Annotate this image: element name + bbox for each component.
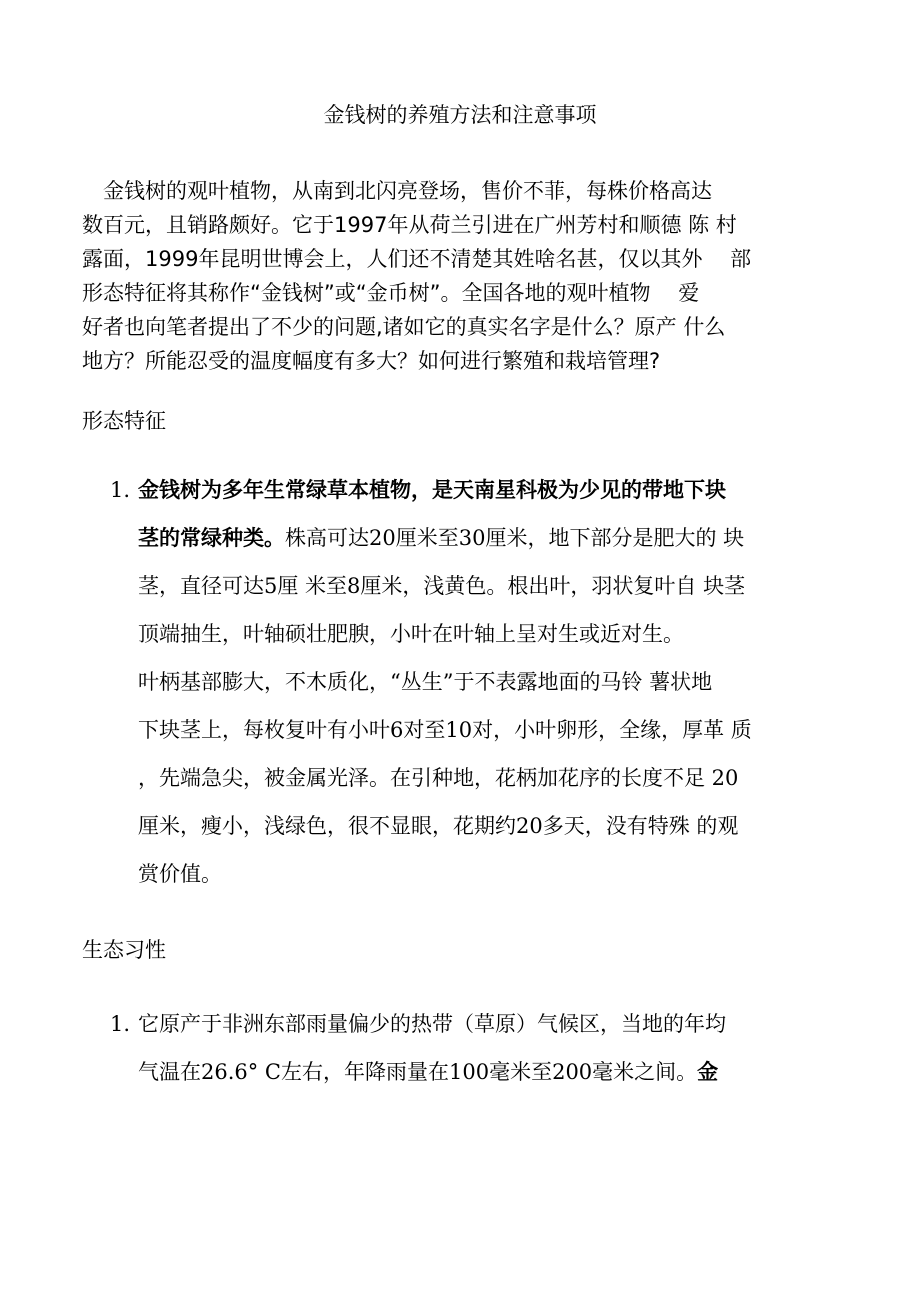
text-line: 厘米，瘦小，浅绿色，很不显眼，花期约20多天，没有特殊 的观 xyxy=(138,814,739,838)
list-item-body xyxy=(138,466,855,898)
list-number: 1. xyxy=(110,1012,131,1036)
text-line: 叶柄基部膨大，不木质化，“丛生”于不表露地面的马铃 薯状地 xyxy=(138,670,713,694)
text-run: 气温在26.6° C左右，年降雨量在100毫米至200毫米之间。 xyxy=(138,1060,698,1084)
intro-line: 金钱树的观叶植物，从南到北闪亮登场，售价不菲，每株价格高达 xyxy=(82,179,712,203)
text-line: 下块茎上，每枚复叶有小叶6对至10对，小叶卵形，全缘，厚革 质 xyxy=(138,718,752,742)
intro-paragraph xyxy=(82,174,852,378)
bold-run: 金 xyxy=(697,1060,719,1084)
text-run: 株高可达20厘米至30厘米，地下部分是肥大的 块 xyxy=(285,526,745,550)
intro-line: 数百元，且销路颇好。它于1997年从荷兰引进在广州芳村和顺德 陈 村 xyxy=(82,213,737,237)
text-line: 赏价值。 xyxy=(138,862,222,886)
text-line: ，先端急尖，被金属光泽。在引种地，花柄加花序的长度不足 20 xyxy=(138,766,739,790)
intro-line: 地方？所能忍受的温度幅度有多大？如何进行繁殖和栽培管理? xyxy=(82,349,661,373)
text-line: 顶端抽生，叶轴硕壮肥腴，小叶在叶轴上呈对生或近对生。 xyxy=(138,622,684,646)
bold-run: 茎的常绿种类。 xyxy=(138,526,285,550)
document-title: 金钱树的养殖方法和注意事项 xyxy=(323,103,597,127)
text-line: 茎，直径可达5厘 米至8厘米，浅黄色。根出叶，羽状复叶自 块茎 xyxy=(138,574,746,598)
list-number: 1. xyxy=(110,478,131,502)
mixed-line xyxy=(138,514,855,562)
bold-line: 金钱树为多年生常绿草本植物，是天南星科极为少见的带地下块 xyxy=(138,478,726,502)
intro-line: 好者也向笔者提出了不少的问题,诸如它的真实名字是什么？原产 什么 xyxy=(82,315,726,339)
intro-line: 形态特征将其称作“金钱树”或“金币树”。全国各地的观叶植物 爱 xyxy=(82,281,700,305)
section-heading-morphology: 形态特征 xyxy=(82,409,166,433)
intro-line: 露面，1999年昆明世博会上，人们还不清楚其姓啥名甚，仅以其外 部 xyxy=(82,247,752,271)
section-heading-ecology: 生态习性 xyxy=(82,938,166,962)
mixed-line xyxy=(138,1048,855,1096)
text-line: 它原产于非洲东部雨量偏少的热带（草原）气候区，当地的年均 xyxy=(138,1012,726,1036)
morphology-list-item xyxy=(110,466,855,898)
ecology-list-item xyxy=(110,1000,855,1096)
list-item-body xyxy=(138,1000,855,1096)
